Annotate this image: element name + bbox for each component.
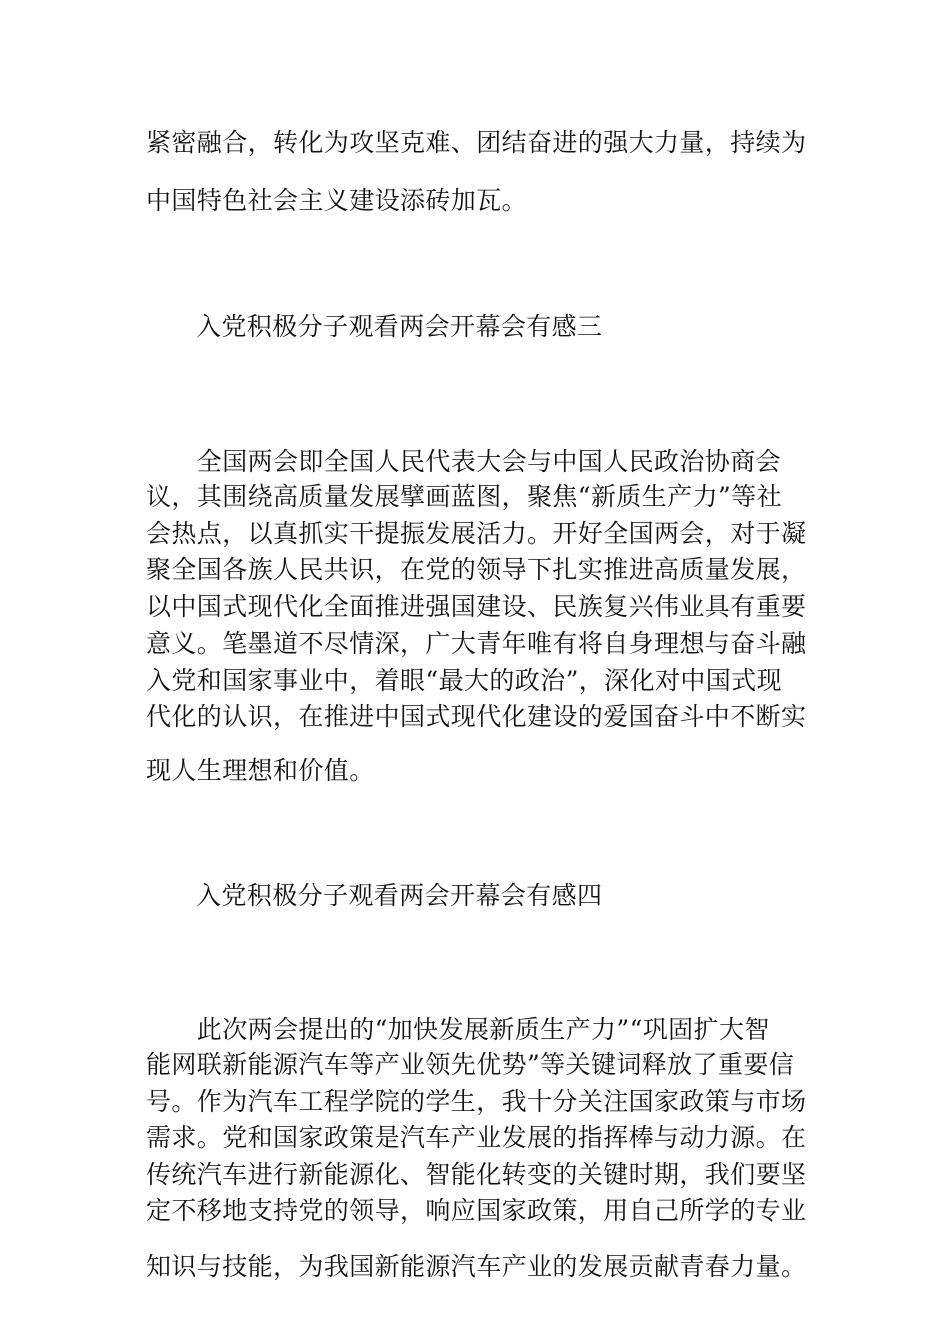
paragraph-line: 传统汽车进行新能源化、智能化转变的关键时期，我们要坚 [146,1160,807,1189]
paragraph-line: 号。作为汽车工程学院的学生，我十分关注国家政策与市场 [146,1087,807,1116]
paragraph-line: 入党和国家事业中，着眼“最大的政治”，深化对中国式现 [146,666,782,695]
paragraph-line: 紧密融合，转化为攻坚克难、团结奋进的强大力量，持续为 [146,128,807,157]
paragraph-line: 中国特色社会主义建设添砖加瓦。 [146,186,528,215]
paragraph-line: 代化的认识，在推进中国式现代化建设的爱国奋斗中不断实 [146,702,807,731]
section-heading-4: 入党积极分子观看两会开幕会有感四 [196,881,603,910]
paragraph-line: 能网联新能源汽车等产业领先优势”等关键词释放了重要信 [146,1050,795,1079]
paragraph-line: 此次两会提出的“加快发展新质生产力”“巩固扩大智 [146,1015,770,1044]
paragraph-line: 需求。党和国家政策是汽车产业发展的指挥棒与动力源。在 [146,1123,807,1152]
paragraph-line: 全国两会即全国人民代表大会与中国人民政治协商会 [146,447,782,476]
paragraph-line: 议，其围绕高质量发展擘画蓝图，聚焦“新质生产力”等社 [146,482,782,511]
paragraph-line: 意义。笔墨道不尽情深，广大青年唯有将自身理想与奋斗融 [146,629,807,658]
section-heading-3: 入党积极分子观看两会开幕会有感三 [196,312,603,341]
paragraph-line: 聚全国各族人民共识，在党的领导下扎实推进高质量发展， [146,555,807,584]
paragraph-line: 会热点，以真抓实干提振发展活力。开好全国两会，对于凝 [146,519,807,548]
paragraph-line: 定不移地支持党的领导，响应国家政策，用自己所学的专业 [146,1196,807,1225]
paragraph-line: 知识与技能，为我国新能源汽车产业的发展贡献青春力量。 [146,1252,807,1281]
paragraph-line: 以中国式现代化全面推进强国建设、民族复兴伟业具有重要 [146,592,807,621]
paragraph-line: 现人生理想和价值。 [146,756,375,785]
